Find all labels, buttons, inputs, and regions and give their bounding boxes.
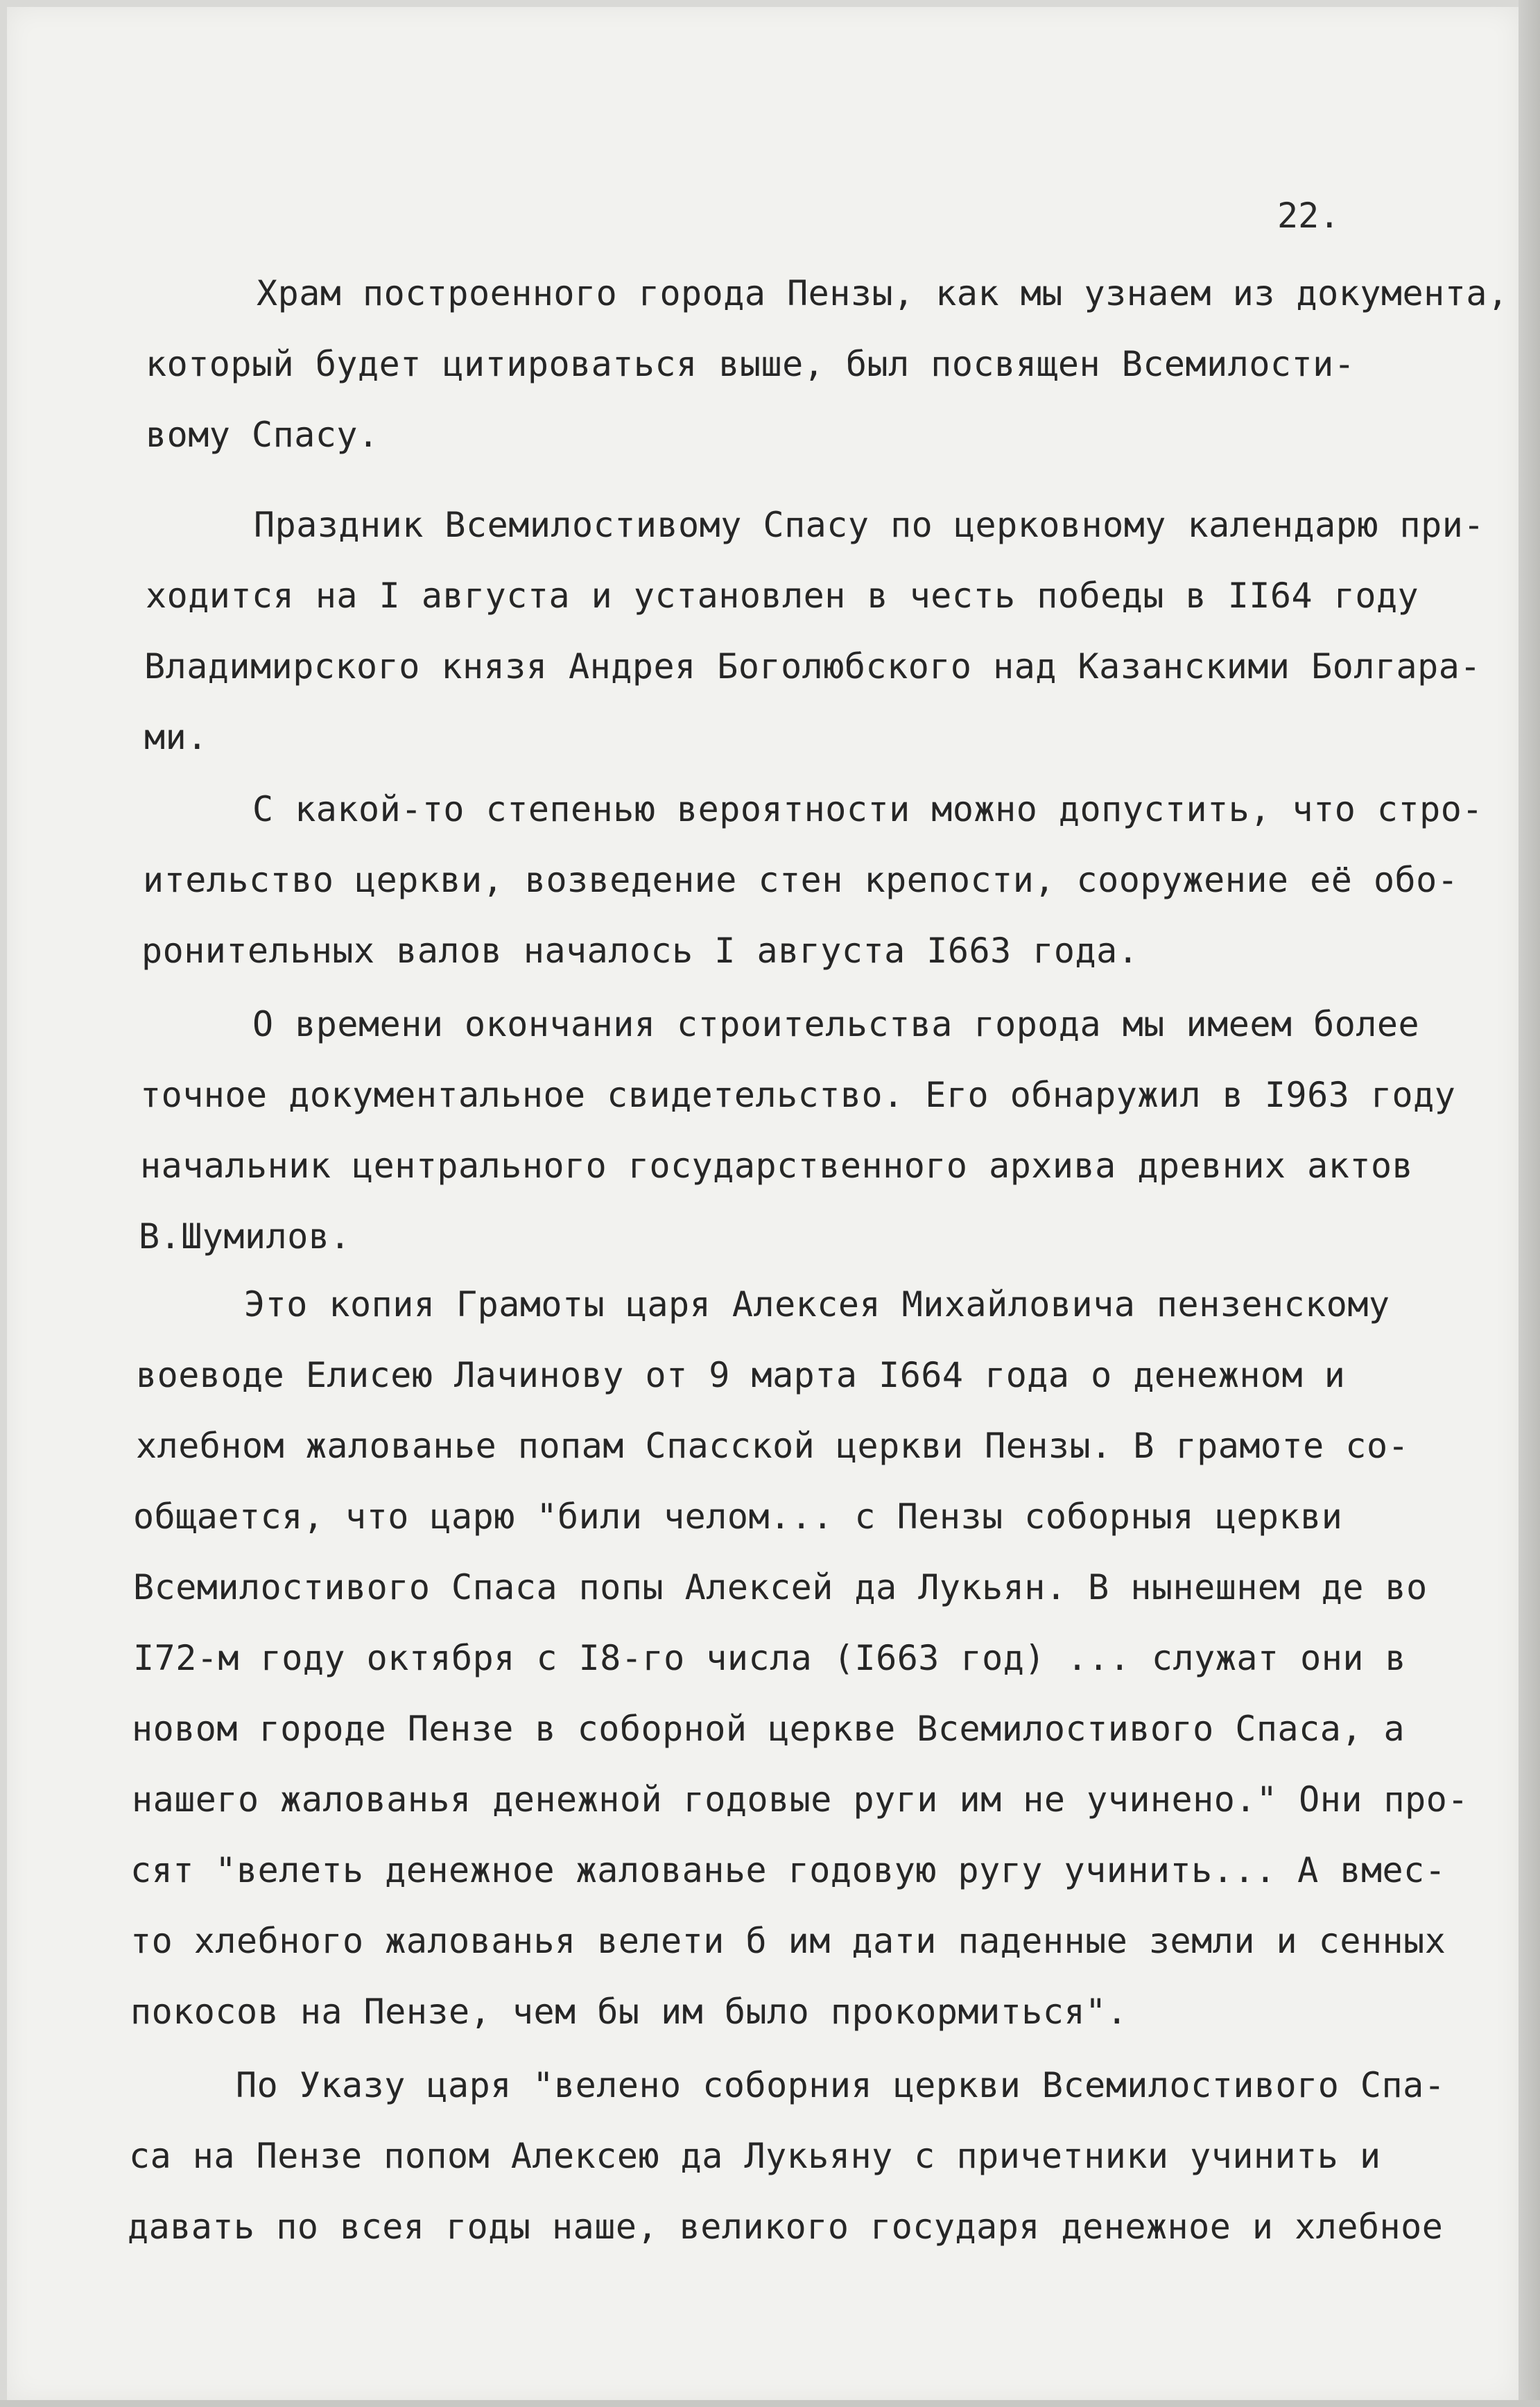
text-line: нашего жалованья денежной годовые руги им не учинено." Они про- [132,1779,1469,1820]
text-line: хлебном жалованье попам Спасской церкви Пензы. В грамоте со- [136,1426,1410,1466]
text-line: начальник центрального государственного архива древних актов [140,1146,1414,1186]
text-line: Праздник Всемилостивому Спасу по церковному календарю при- [254,505,1485,545]
document-page [7,7,1519,2400]
scan-edge-bottom [0,2400,1540,2407]
text-line: давать по всея годы наше, великого государя денежное и хлебное [128,2207,1444,2247]
text-line: I72-м году октября с I8-го числа (I663 год) ... служат они в [133,1638,1407,1678]
text-line: общается, что царю "били челом... с Пензы соборныя церкви [133,1496,1343,1537]
text-line: воеводе Елисею Лачинову от 9 марта I664 года о денежном и [136,1355,1346,1395]
text-line: ительство церкви, возведение стен крепости, сооружение её обо- [143,860,1459,900]
text-line: ходится на I августа и установлен в честь победы в II64 году [146,576,1419,616]
scan-edge-right [1519,0,1540,2407]
text-line: С какой-то степенью вероятности можно допустить, что стро- [252,789,1483,829]
text-line: ронительных валов началось I августа I663 года. [141,931,1139,971]
page-number: 22. [1277,196,1340,236]
text-line: ми. [144,717,208,757]
text-line: точное документальное свидетельство. Его обнаружил в I963 году [140,1075,1456,1115]
text-line: который будет цитироваться выше, был посвящен Всемилости- [146,344,1356,384]
text-line: вому Спасу. [146,415,379,455]
text-line: По Указу царя "велено соборния церкви Всемилостивого Спа- [236,2065,1446,2105]
text-line: то хлебного жалованья велети б им дати паденные земли и сенных [130,1921,1446,1961]
text-line: Всемилостивого Спаса попы Алексей да Лукьян. В нынешнем де во [133,1567,1428,1607]
text-line: новом городе Пензе в соборной церкве Всемилостивого Спаса, а [132,1709,1405,1749]
text-line: сят "велеть денежное жалованье годовую ругу учинить... А вмес- [130,1850,1446,1890]
text-line: Храм построенного города Пензы, как мы узнаем из документа, [257,273,1509,313]
text-line: В.Шумилов. [139,1216,352,1257]
text-line: Владимирского князя Андрея Боголюбского над Казанскими Болгара- [144,646,1481,687]
text-line: Это копия Грамоты царя Алексея Михайловича пензенскому [244,1284,1390,1325]
text-line: О времени окончания строительства города мы имеем более [252,1004,1420,1044]
text-line: са на Пензе попом Алексею да Лукьяну с причетники учинить и [129,2136,1381,2176]
text-line: покосов на Пензе, чем бы им было прокормиться". [130,1992,1128,2032]
